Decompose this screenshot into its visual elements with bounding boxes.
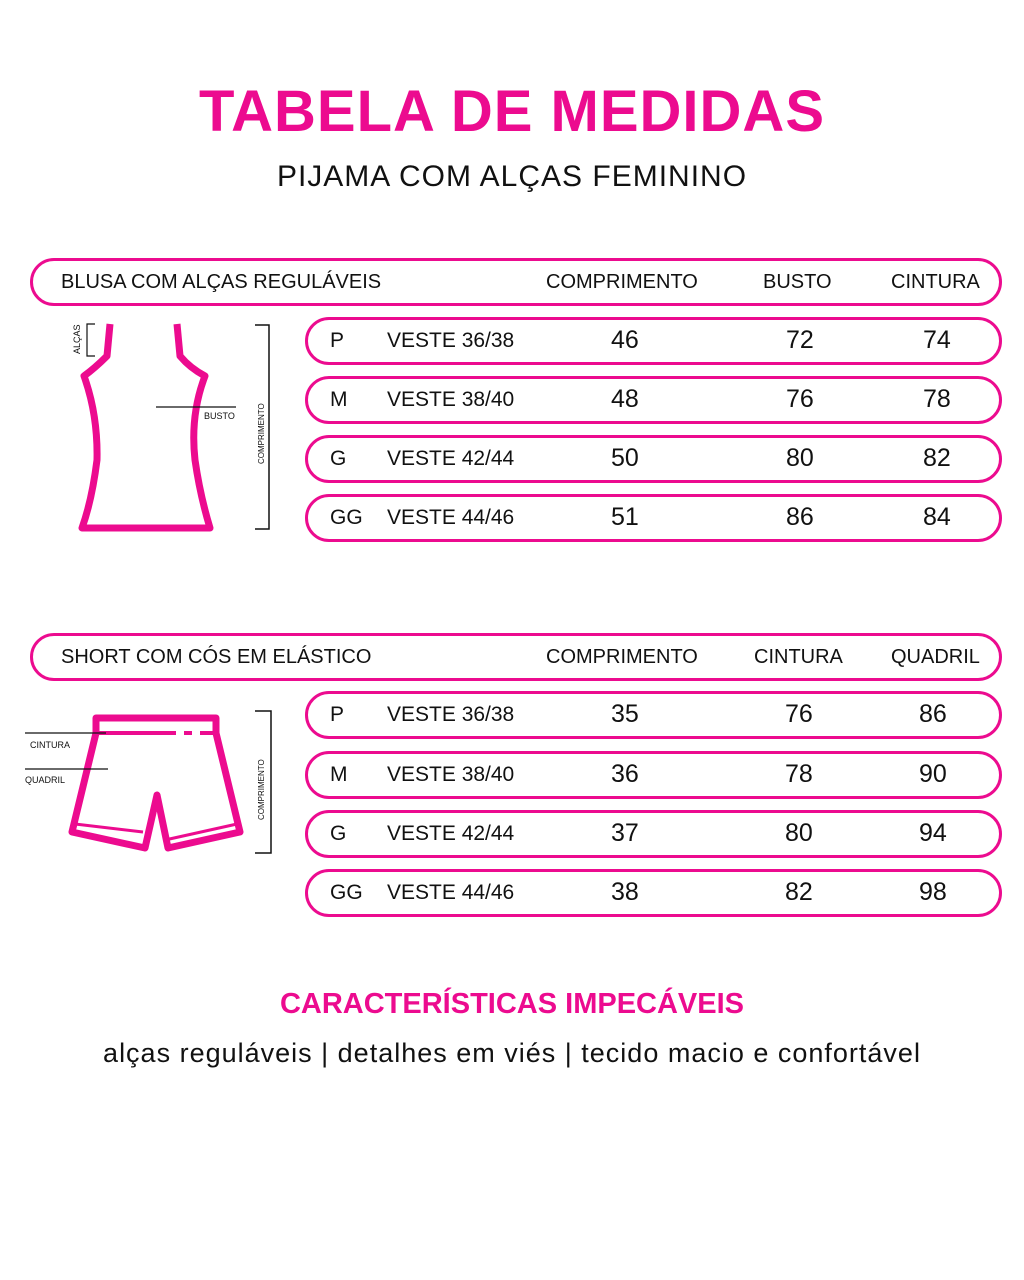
short-header xyxy=(30,633,1002,681)
short-row xyxy=(305,751,1002,799)
page-subtitle: PIJAMA COM ALÇAS FEMININO xyxy=(276,160,748,193)
comprimento-value: 36 xyxy=(611,760,639,788)
cintura-value: 82 xyxy=(785,878,813,906)
comprimento-value: 46 xyxy=(611,326,639,354)
comprimento-value: 38 xyxy=(611,878,639,906)
comprimento-value: 35 xyxy=(611,700,639,728)
size-label: G xyxy=(330,822,347,845)
short-header-col-comprimento: COMPRIMENTO xyxy=(546,646,698,668)
quadril-value: 90 xyxy=(919,760,947,788)
veste-label: VESTE 42/44 xyxy=(387,822,515,845)
quadril-value: 98 xyxy=(919,878,947,906)
size-label: M xyxy=(330,763,348,786)
short-header-col-quadril: QUADRIL xyxy=(891,646,980,668)
veste-label: VESTE 36/38 xyxy=(387,703,515,726)
comprimento-value: 37 xyxy=(611,819,639,847)
size-label: G xyxy=(330,447,347,470)
blusa-header-col-busto: BUSTO xyxy=(763,271,832,293)
short-header-col-cintura: CINTURA xyxy=(754,646,843,668)
quadril-value: 94 xyxy=(919,819,947,847)
busto-value: 86 xyxy=(786,503,814,531)
shorts-diagram xyxy=(20,700,290,870)
left-hem-seam xyxy=(75,824,143,832)
blusa-row xyxy=(305,376,1002,424)
alcas-label: ALÇAS xyxy=(72,324,82,354)
cintura-value: 78 xyxy=(923,385,951,413)
veste-label: VESTE 38/40 xyxy=(387,388,515,411)
cintura-label: CINTURA xyxy=(30,740,70,750)
quadril-label: QUADRIL xyxy=(25,775,66,785)
veste-label: VESTE 44/46 xyxy=(387,506,515,529)
comprimento-value: 50 xyxy=(611,444,639,472)
comprimento-label: COMPRIMENTO xyxy=(257,403,266,464)
veste-label: VESTE 36/38 xyxy=(387,329,515,352)
veste-label: VESTE 44/46 xyxy=(387,881,515,904)
short-row xyxy=(305,810,1002,858)
blusa-header-col-cintura: CINTURA xyxy=(891,271,980,293)
page-title: TABELA DE MEDIDAS xyxy=(199,79,825,144)
veste-label: VESTE 38/40 xyxy=(387,763,515,786)
size-label: P xyxy=(330,329,345,352)
blusa-row xyxy=(305,494,1002,542)
busto-value: 80 xyxy=(786,444,814,472)
veste-label: VESTE 42/44 xyxy=(387,447,515,470)
busto-label: BUSTO xyxy=(204,411,235,421)
size-label: GG xyxy=(330,506,363,529)
alcas-measure-line xyxy=(87,324,95,356)
cintura-value: 80 xyxy=(785,819,813,847)
cintura-value: 84 xyxy=(923,503,951,531)
cintura-value: 76 xyxy=(785,700,813,728)
cintura-value: 78 xyxy=(785,760,813,788)
features-title: CARACTERÍSTICAS IMPECÁVEIS xyxy=(279,988,745,1020)
comprimento-value: 48 xyxy=(611,385,639,413)
blusa-row xyxy=(305,317,1002,365)
size-label: M xyxy=(330,388,348,411)
comprimento-value: 51 xyxy=(611,503,639,531)
size-label: P xyxy=(330,703,345,726)
quadril-value: 86 xyxy=(919,700,947,728)
blusa-row xyxy=(305,435,1002,483)
tank-top-outline xyxy=(82,324,210,528)
cintura-value: 82 xyxy=(923,444,951,472)
size-label: GG xyxy=(330,881,363,904)
busto-value: 76 xyxy=(786,385,814,413)
blusa-header-name: BLUSA COM ALÇAS REGULÁVEIS xyxy=(61,271,382,293)
tank-top-diagram xyxy=(40,310,290,550)
short-header-name: SHORT COM CÓS EM ELÁSTICO xyxy=(61,646,372,668)
blusa-header-col-comprimento: COMPRIMENTO xyxy=(546,271,698,293)
busto-value: 72 xyxy=(786,326,814,354)
features-text: alças reguláveis | detalhes em viés | tecido macio e confortável xyxy=(103,1038,921,1068)
short-row xyxy=(305,691,1002,739)
blusa-header xyxy=(30,258,1002,306)
cintura-value: 74 xyxy=(923,326,951,354)
short-row xyxy=(305,869,1002,917)
comprimento-label: COMPRIMENTO xyxy=(257,759,266,820)
